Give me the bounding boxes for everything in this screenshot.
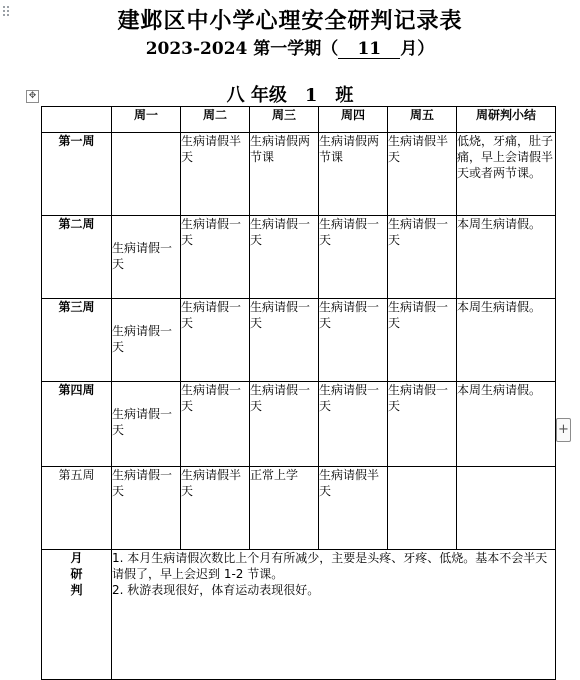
cell-mon[interactable] [112,382,181,467]
monthly-label-char: 月 [70,551,83,565]
table-row [42,299,556,382]
class-heading [0,81,580,107]
table-row [42,216,556,299]
cell-summary[interactable]: 本周生病请假。 [457,382,556,467]
cell-tue[interactable]: 生病请假一天 [181,382,250,467]
monthly-line-1: 1. 本月生病请假次数比上个月有所减少，主要是头疼、牙疼、低烧。基本不会半天请假了，早上会迟到 1-2 节课。 [112,551,548,581]
cell-fri[interactable]: 生病请假一天 [388,216,457,299]
cell-wed[interactable]: 生病请假一天 [250,216,319,299]
week-label: 第五周 [42,467,112,550]
grade-label: 八 年级 [226,85,287,106]
cell-tue[interactable]: 生病请假一天 [181,299,250,382]
cell-mon-text: 生病请假一天 [112,324,173,354]
cell-thu[interactable]: 生病请假一天 [319,382,388,467]
cell-mon-text: 生病请假一天 [112,241,173,271]
cell-mon[interactable] [112,299,181,382]
week-label: 第一周 [42,133,112,216]
cell-fri[interactable]: 生病请假一天 [388,382,457,467]
monthly-label-char: 研 [70,567,83,581]
week-label: 第三周 [42,299,112,382]
cell-wed[interactable]: 生病请假两节课 [250,133,319,216]
cell-wed[interactable]: 生病请假一天 [250,382,319,467]
cell-wed[interactable]: 生病请假一天 [250,299,319,382]
table-row [42,382,556,467]
cell-tue[interactable]: 生病请假半天 [181,133,250,216]
cell-summary[interactable]: 低烧，牙痛，肚子痛，早上会请假半天或者两节课。 [457,133,556,216]
cell-summary[interactable] [457,467,556,550]
cell-thu[interactable]: 生病请假一天 [319,299,388,382]
cell-thu[interactable]: 生病请假一天 [319,216,388,299]
header-row [42,107,556,133]
table-row [42,467,556,550]
table-row [42,133,556,216]
header-wed: 周三 [250,107,319,133]
cell-mon-text: 生病请假一天 [112,407,173,437]
header-corner [42,107,112,133]
document-title: 建邺区中小学心理安全研判记录表 [117,8,463,34]
cell-tue[interactable]: 生病请假半天 [181,467,250,550]
term-prefix: 2023-2024 第一学期（ [145,39,339,59]
monthly-summary-cell[interactable] [112,550,556,680]
cell-thu[interactable]: 生病请假两节课 [319,133,388,216]
header-mon: 周一 [112,107,181,133]
cell-mon[interactable] [112,133,181,216]
monthly-label [42,550,112,680]
cell-summary[interactable]: 本周生病请假。 [457,216,556,299]
week-label: 第四周 [42,382,112,467]
monthly-row [42,550,556,680]
header-tue: 周二 [181,107,250,133]
cell-summary[interactable]: 本周生病请假。 [457,299,556,382]
header-week-summary: 周研判小结 [457,107,556,133]
term-line [0,34,580,59]
cell-fri[interactable]: 生病请假一天 [388,299,457,382]
class-number: 1 [304,85,318,106]
term-suffix: 月） [400,39,435,59]
record-table [41,106,556,680]
monthly-label-char: 判 [70,583,83,597]
header-fri: 周五 [388,107,457,133]
cell-mon[interactable] [112,216,181,299]
table-move-handle-icon[interactable]: ✥ [26,90,39,103]
term-month: 11 [338,40,400,59]
week-label: 第二周 [42,216,112,299]
add-column-icon[interactable]: + [556,418,571,442]
cell-mon[interactable]: 生病请假一天 [112,467,181,550]
monthly-line-2: 2. 秋游表现很好，体育运动表现很好。 [112,583,320,597]
cell-wed[interactable]: 正常上学 [250,467,319,550]
cell-thu[interactable]: 生病请假半天 [319,467,388,550]
header-thu: 周四 [319,107,388,133]
class-word: 班 [335,85,354,106]
cell-fri[interactable]: 生病请假半天 [388,133,457,216]
cell-tue[interactable]: 生病请假一天 [181,216,250,299]
cell-fri[interactable] [388,467,457,550]
